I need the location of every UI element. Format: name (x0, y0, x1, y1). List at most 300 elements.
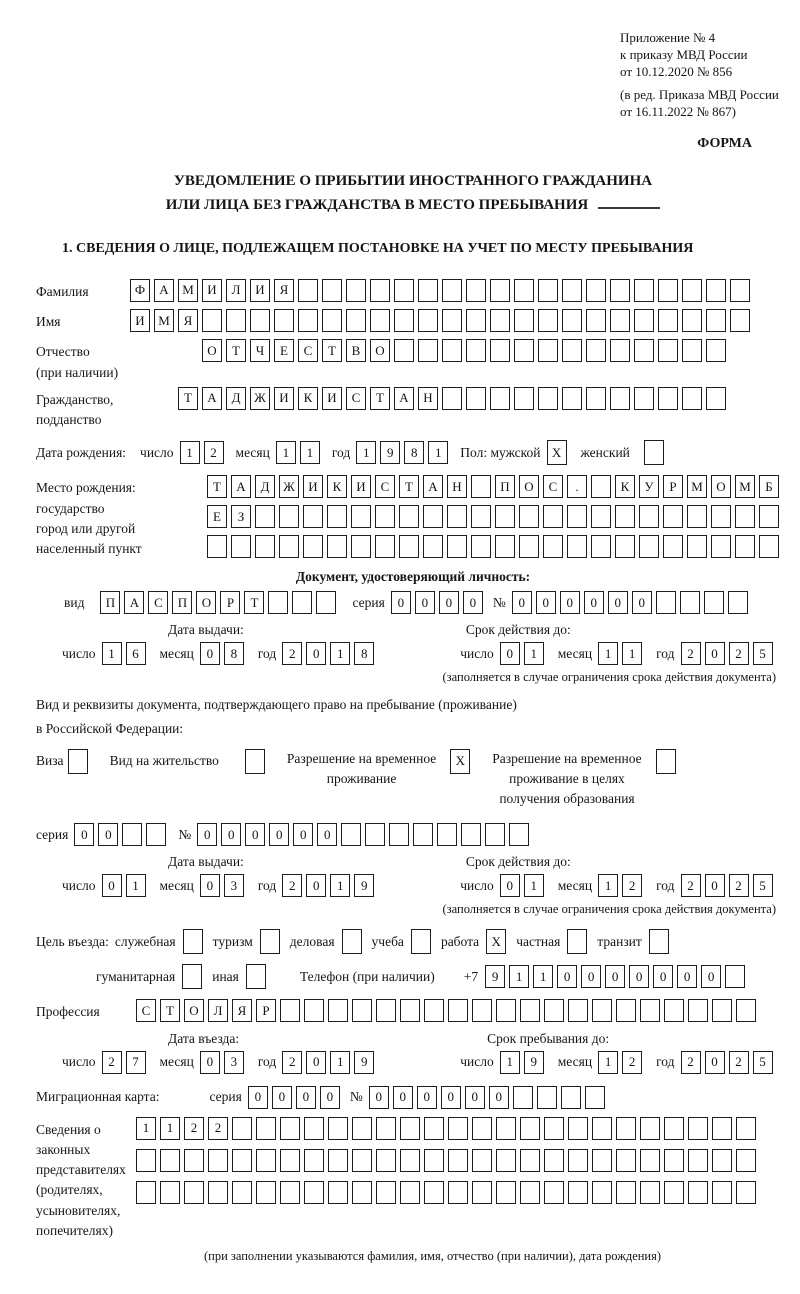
char-cell[interactable] (711, 535, 731, 558)
visa-checkbox[interactable] (68, 749, 88, 774)
char-cell[interactable] (658, 279, 678, 302)
char-cell[interactable] (394, 339, 414, 362)
char-cell[interactable] (250, 309, 270, 332)
char-cell[interactable]: 0 (584, 591, 604, 614)
char-cell[interactable] (640, 1149, 660, 1172)
char-cell[interactable]: И (303, 475, 323, 498)
char-cell[interactable] (735, 505, 755, 528)
char-cell[interactable]: 0 (465, 1086, 485, 1109)
char-cell[interactable] (562, 387, 582, 410)
char-cell[interactable]: 1 (136, 1117, 156, 1140)
char-cell[interactable] (485, 823, 505, 846)
char-cell[interactable] (513, 1086, 533, 1109)
char-cell[interactable] (279, 535, 299, 558)
char-cell[interactable] (400, 1181, 420, 1204)
char-cell[interactable] (496, 1117, 516, 1140)
temp-permit-checkbox[interactable]: X (450, 749, 470, 774)
char-cell[interactable] (687, 535, 707, 558)
char-cell[interactable]: 0 (608, 591, 628, 614)
char-cell[interactable] (639, 535, 659, 558)
char-cell[interactable]: Т (244, 591, 264, 614)
char-cell[interactable] (688, 1149, 708, 1172)
char-cell[interactable] (472, 999, 492, 1022)
char-cell[interactable] (568, 1149, 588, 1172)
char-cell[interactable] (298, 279, 318, 302)
char-cell[interactable] (658, 309, 678, 332)
char-cell[interactable]: 0 (415, 591, 435, 614)
char-cell[interactable]: Е (207, 505, 227, 528)
char-cell[interactable] (389, 823, 409, 846)
char-cell[interactable] (663, 505, 683, 528)
char-cell[interactable] (327, 535, 347, 558)
char-cell[interactable] (448, 1149, 468, 1172)
char-cell[interactable]: 0 (500, 874, 520, 897)
char-cell[interactable] (663, 535, 683, 558)
char-cell[interactable]: М (154, 309, 174, 332)
char-cell[interactable] (256, 1181, 276, 1204)
char-cell[interactable] (664, 999, 684, 1022)
char-cell[interactable]: 0 (306, 874, 326, 897)
char-cell[interactable]: Ж (250, 387, 270, 410)
char-cell[interactable] (544, 1149, 564, 1172)
char-cell[interactable]: 2 (681, 874, 701, 897)
char-cell[interactable] (712, 1117, 732, 1140)
char-cell[interactable] (656, 591, 676, 614)
char-cell[interactable]: С (298, 339, 318, 362)
char-cell[interactable] (461, 823, 481, 846)
char-cell[interactable]: 0 (536, 591, 556, 614)
char-cell[interactable] (370, 279, 390, 302)
char-cell[interactable] (616, 1181, 636, 1204)
char-cell[interactable] (448, 999, 468, 1022)
char-cell[interactable]: 2 (622, 1051, 642, 1074)
char-cell[interactable] (640, 1181, 660, 1204)
purpose-tourism-checkbox[interactable] (260, 929, 280, 954)
char-cell[interactable]: 9 (485, 965, 505, 988)
char-cell[interactable]: 1 (330, 1051, 350, 1074)
char-cell[interactable] (490, 279, 510, 302)
char-cell[interactable] (496, 1149, 516, 1172)
char-cell[interactable]: А (154, 279, 174, 302)
char-cell[interactable] (423, 535, 443, 558)
char-cell[interactable]: 8 (224, 642, 244, 665)
char-cell[interactable] (591, 535, 611, 558)
char-cell[interactable]: С (148, 591, 168, 614)
char-cell[interactable]: 0 (441, 1086, 461, 1109)
char-cell[interactable]: И (351, 475, 371, 498)
char-cell[interactable]: 0 (705, 642, 725, 665)
char-cell[interactable]: 7 (126, 1051, 146, 1074)
char-cell[interactable]: 5 (753, 874, 773, 897)
char-cell[interactable] (280, 1149, 300, 1172)
char-cell[interactable]: 0 (581, 965, 601, 988)
char-cell[interactable]: 0 (296, 1086, 316, 1109)
char-cell[interactable] (634, 339, 654, 362)
char-cell[interactable] (682, 339, 702, 362)
char-cell[interactable] (424, 1117, 444, 1140)
char-cell[interactable] (303, 535, 323, 558)
char-cell[interactable] (736, 1149, 756, 1172)
char-cell[interactable] (712, 1149, 732, 1172)
char-cell[interactable]: З (231, 505, 251, 528)
char-cell[interactable]: 0 (560, 591, 580, 614)
char-cell[interactable] (376, 999, 396, 1022)
char-cell[interactable] (122, 823, 142, 846)
char-cell[interactable] (442, 279, 462, 302)
char-cell[interactable] (615, 535, 635, 558)
char-cell[interactable]: С (136, 999, 156, 1022)
char-cell[interactable]: 0 (705, 874, 725, 897)
char-cell[interactable]: Т (370, 387, 390, 410)
char-cell[interactable]: У (639, 475, 659, 498)
char-cell[interactable] (351, 505, 371, 528)
char-cell[interactable]: . (567, 475, 587, 498)
char-cell[interactable] (610, 309, 630, 332)
char-cell[interactable]: 9 (354, 874, 374, 897)
char-cell[interactable] (423, 505, 443, 528)
char-cell[interactable]: Т (226, 339, 246, 362)
char-cell[interactable] (341, 823, 361, 846)
char-cell[interactable] (687, 505, 707, 528)
char-cell[interactable]: Л (226, 279, 246, 302)
char-cell[interactable]: О (370, 339, 390, 362)
char-cell[interactable] (322, 279, 342, 302)
char-cell[interactable] (232, 1181, 252, 1204)
char-cell[interactable]: 1 (356, 441, 376, 464)
purpose-humanitarian-checkbox[interactable] (182, 964, 202, 989)
purpose-private-checkbox[interactable] (567, 929, 587, 954)
char-cell[interactable] (592, 1149, 612, 1172)
char-cell[interactable]: 0 (200, 874, 220, 897)
char-cell[interactable] (520, 1117, 540, 1140)
char-cell[interactable]: А (423, 475, 443, 498)
char-cell[interactable] (562, 279, 582, 302)
char-cell[interactable] (759, 505, 779, 528)
char-cell[interactable] (399, 535, 419, 558)
char-cell[interactable]: 0 (391, 591, 411, 614)
char-cell[interactable]: 2 (204, 441, 224, 464)
char-cell[interactable] (725, 965, 745, 988)
char-cell[interactable] (568, 1117, 588, 1140)
char-cell[interactable] (160, 1149, 180, 1172)
char-cell[interactable] (322, 309, 342, 332)
char-cell[interactable]: 0 (605, 965, 625, 988)
char-cell[interactable]: О (711, 475, 731, 498)
edu-permit-checkbox[interactable] (656, 749, 676, 774)
char-cell[interactable]: А (394, 387, 414, 410)
char-cell[interactable] (447, 535, 467, 558)
char-cell[interactable] (682, 387, 702, 410)
char-cell[interactable] (466, 279, 486, 302)
char-cell[interactable] (437, 823, 457, 846)
char-cell[interactable] (298, 309, 318, 332)
char-cell[interactable]: 0 (293, 823, 313, 846)
char-cell[interactable] (400, 1149, 420, 1172)
char-cell[interactable]: С (346, 387, 366, 410)
char-cell[interactable] (256, 1149, 276, 1172)
char-cell[interactable] (538, 309, 558, 332)
char-cell[interactable]: 2 (681, 642, 701, 665)
char-cell[interactable]: П (100, 591, 120, 614)
char-cell[interactable]: 0 (653, 965, 673, 988)
char-cell[interactable]: Ч (250, 339, 270, 362)
char-cell[interactable]: 9 (524, 1051, 544, 1074)
char-cell[interactable]: 1 (598, 642, 618, 665)
char-cell[interactable] (394, 279, 414, 302)
char-cell[interactable] (496, 999, 516, 1022)
char-cell[interactable] (712, 1181, 732, 1204)
char-cell[interactable] (537, 1086, 557, 1109)
char-cell[interactable] (447, 505, 467, 528)
char-cell[interactable] (682, 279, 702, 302)
char-cell[interactable]: 0 (417, 1086, 437, 1109)
char-cell[interactable] (543, 535, 563, 558)
char-cell[interactable] (711, 505, 731, 528)
char-cell[interactable]: 0 (512, 591, 532, 614)
char-cell[interactable]: 1 (126, 874, 146, 897)
char-cell[interactable] (712, 999, 732, 1022)
char-cell[interactable] (520, 1149, 540, 1172)
char-cell[interactable]: 0 (272, 1086, 292, 1109)
char-cell[interactable] (328, 1117, 348, 1140)
char-cell[interactable] (136, 1149, 156, 1172)
char-cell[interactable] (226, 309, 246, 332)
char-cell[interactable]: Т (178, 387, 198, 410)
char-cell[interactable] (538, 339, 558, 362)
char-cell[interactable]: М (178, 279, 198, 302)
char-cell[interactable]: 0 (677, 965, 697, 988)
char-cell[interactable]: 0 (320, 1086, 340, 1109)
sex-male-checkbox[interactable]: X (547, 440, 567, 465)
char-cell[interactable]: 1 (524, 642, 544, 665)
char-cell[interactable] (442, 339, 462, 362)
char-cell[interactable]: 3 (224, 1051, 244, 1074)
char-cell[interactable] (352, 1117, 372, 1140)
char-cell[interactable] (640, 999, 660, 1022)
char-cell[interactable]: 9 (380, 441, 400, 464)
char-cell[interactable] (586, 279, 606, 302)
char-cell[interactable] (736, 1117, 756, 1140)
char-cell[interactable] (136, 1181, 156, 1204)
char-cell[interactable] (730, 279, 750, 302)
char-cell[interactable] (255, 535, 275, 558)
char-cell[interactable]: 1 (160, 1117, 180, 1140)
char-cell[interactable]: И (274, 387, 294, 410)
char-cell[interactable]: 0 (701, 965, 721, 988)
char-cell[interactable] (706, 387, 726, 410)
char-cell[interactable] (376, 1181, 396, 1204)
char-cell[interactable]: Д (255, 475, 275, 498)
char-cell[interactable]: 1 (180, 441, 200, 464)
char-cell[interactable]: 1 (533, 965, 553, 988)
char-cell[interactable] (495, 505, 515, 528)
char-cell[interactable] (664, 1149, 684, 1172)
char-cell[interactable] (496, 1181, 516, 1204)
char-cell[interactable] (466, 339, 486, 362)
char-cell[interactable]: 0 (629, 965, 649, 988)
char-cell[interactable] (184, 1181, 204, 1204)
char-cell[interactable]: 0 (463, 591, 483, 614)
char-cell[interactable] (280, 1181, 300, 1204)
char-cell[interactable] (591, 475, 611, 498)
char-cell[interactable]: 1 (509, 965, 529, 988)
purpose-study-checkbox[interactable] (411, 929, 431, 954)
char-cell[interactable]: Н (447, 475, 467, 498)
char-cell[interactable]: 0 (306, 642, 326, 665)
char-cell[interactable] (658, 387, 678, 410)
residence-permit-checkbox[interactable] (245, 749, 265, 774)
char-cell[interactable]: П (495, 475, 515, 498)
char-cell[interactable] (514, 387, 534, 410)
char-cell[interactable] (413, 823, 433, 846)
char-cell[interactable] (519, 505, 539, 528)
char-cell[interactable]: 2 (208, 1117, 228, 1140)
char-cell[interactable] (610, 279, 630, 302)
char-cell[interactable] (730, 309, 750, 332)
char-cell[interactable]: 0 (245, 823, 265, 846)
char-cell[interactable] (568, 1181, 588, 1204)
char-cell[interactable] (634, 279, 654, 302)
char-cell[interactable]: О (519, 475, 539, 498)
char-cell[interactable] (592, 999, 612, 1022)
char-cell[interactable]: К (327, 475, 347, 498)
char-cell[interactable] (472, 1149, 492, 1172)
char-cell[interactable] (400, 999, 420, 1022)
char-cell[interactable] (520, 999, 540, 1022)
char-cell[interactable]: А (202, 387, 222, 410)
char-cell[interactable] (328, 999, 348, 1022)
char-cell[interactable]: 6 (126, 642, 146, 665)
char-cell[interactable] (706, 309, 726, 332)
char-cell[interactable] (538, 387, 558, 410)
char-cell[interactable]: Т (399, 475, 419, 498)
char-cell[interactable]: И (130, 309, 150, 332)
char-cell[interactable]: 1 (598, 1051, 618, 1074)
char-cell[interactable] (255, 505, 275, 528)
char-cell[interactable] (304, 1149, 324, 1172)
char-cell[interactable]: О (184, 999, 204, 1022)
char-cell[interactable] (490, 339, 510, 362)
char-cell[interactable]: Р (220, 591, 240, 614)
char-cell[interactable] (514, 309, 534, 332)
char-cell[interactable] (544, 999, 564, 1022)
char-cell[interactable] (704, 591, 724, 614)
char-cell[interactable] (352, 1149, 372, 1172)
char-cell[interactable]: 0 (200, 642, 220, 665)
char-cell[interactable]: 1 (330, 874, 350, 897)
char-cell[interactable]: Л (208, 999, 228, 1022)
char-cell[interactable] (304, 999, 324, 1022)
char-cell[interactable]: 1 (330, 642, 350, 665)
char-cell[interactable]: 0 (393, 1086, 413, 1109)
char-cell[interactable]: 0 (439, 591, 459, 614)
char-cell[interactable] (279, 505, 299, 528)
char-cell[interactable] (424, 999, 444, 1022)
char-cell[interactable]: 2 (102, 1051, 122, 1074)
char-cell[interactable] (352, 1181, 372, 1204)
char-cell[interactable] (664, 1117, 684, 1140)
char-cell[interactable]: Р (256, 999, 276, 1022)
char-cell[interactable] (328, 1181, 348, 1204)
char-cell[interactable]: Ф (130, 279, 150, 302)
char-cell[interactable] (514, 339, 534, 362)
char-cell[interactable]: 0 (102, 874, 122, 897)
char-cell[interactable] (610, 387, 630, 410)
char-cell[interactable] (376, 1117, 396, 1140)
char-cell[interactable] (495, 535, 515, 558)
char-cell[interactable] (688, 1181, 708, 1204)
char-cell[interactable] (418, 279, 438, 302)
char-cell[interactable] (400, 1117, 420, 1140)
char-cell[interactable]: А (124, 591, 144, 614)
char-cell[interactable] (232, 1149, 252, 1172)
char-cell[interactable] (399, 505, 419, 528)
char-cell[interactable] (639, 505, 659, 528)
char-cell[interactable] (280, 999, 300, 1022)
char-cell[interactable]: Т (322, 339, 342, 362)
char-cell[interactable]: 0 (369, 1086, 389, 1109)
char-cell[interactable]: 2 (681, 1051, 701, 1074)
char-cell[interactable]: П (172, 591, 192, 614)
char-cell[interactable] (375, 535, 395, 558)
char-cell[interactable] (442, 309, 462, 332)
char-cell[interactable] (424, 1181, 444, 1204)
char-cell[interactable]: 2 (184, 1117, 204, 1140)
char-cell[interactable] (616, 1149, 636, 1172)
char-cell[interactable] (586, 339, 606, 362)
char-cell[interactable] (160, 1181, 180, 1204)
char-cell[interactable] (562, 339, 582, 362)
char-cell[interactable] (634, 309, 654, 332)
char-cell[interactable] (610, 339, 630, 362)
char-cell[interactable]: 1 (598, 874, 618, 897)
char-cell[interactable]: Н (418, 387, 438, 410)
char-cell[interactable] (568, 999, 588, 1022)
char-cell[interactable]: 9 (354, 1051, 374, 1074)
char-cell[interactable] (592, 1181, 612, 1204)
char-cell[interactable] (567, 505, 587, 528)
char-cell[interactable] (304, 1181, 324, 1204)
char-cell[interactable]: 1 (276, 441, 296, 464)
char-cell[interactable] (146, 823, 166, 846)
char-cell[interactable]: 0 (98, 823, 118, 846)
char-cell[interactable]: И (250, 279, 270, 302)
char-cell[interactable] (346, 279, 366, 302)
char-cell[interactable] (736, 999, 756, 1022)
char-cell[interactable] (544, 1181, 564, 1204)
char-cell[interactable]: 1 (524, 874, 544, 897)
char-cell[interactable] (351, 535, 371, 558)
char-cell[interactable]: Т (160, 999, 180, 1022)
char-cell[interactable] (365, 823, 385, 846)
char-cell[interactable]: 1 (102, 642, 122, 665)
char-cell[interactable]: 5 (753, 1051, 773, 1074)
char-cell[interactable] (706, 339, 726, 362)
char-cell[interactable]: К (298, 387, 318, 410)
char-cell[interactable]: 2 (729, 874, 749, 897)
char-cell[interactable]: 0 (317, 823, 337, 846)
char-cell[interactable] (562, 309, 582, 332)
char-cell[interactable]: И (202, 279, 222, 302)
char-cell[interactable] (728, 591, 748, 614)
char-cell[interactable]: М (687, 475, 707, 498)
char-cell[interactable] (442, 387, 462, 410)
char-cell[interactable]: 0 (248, 1086, 268, 1109)
char-cell[interactable] (256, 1117, 276, 1140)
char-cell[interactable] (292, 591, 312, 614)
char-cell[interactable] (472, 1181, 492, 1204)
char-cell[interactable]: 1 (500, 1051, 520, 1074)
